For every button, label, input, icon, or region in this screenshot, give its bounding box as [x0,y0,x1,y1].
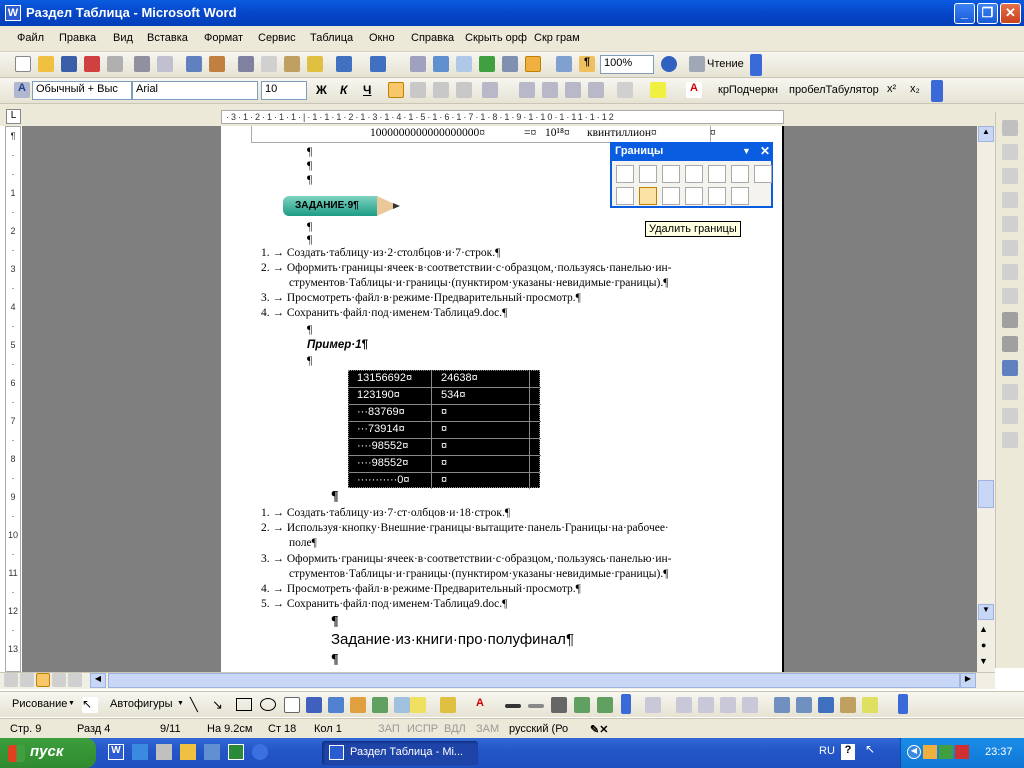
highlight-icon[interactable] [650,82,666,98]
menu-bar [0,26,1024,52]
shading-icon[interactable] [1002,240,1018,256]
toolbar-options-icon[interactable] [898,694,908,714]
line-style-icon[interactable] [505,704,521,708]
picture-icon[interactable] [394,697,410,713]
menu-tools[interactable]: Сервис [258,32,296,44]
justify-icon[interactable] [456,82,472,98]
help-icon[interactable] [661,56,677,72]
tooltip: Удалить границы [645,221,741,237]
table-cell: 10¹⁸¤ [545,127,570,139]
outside-border-icon[interactable] [617,82,633,98]
shadow-icon[interactable] [574,697,590,713]
horizontal-ruler[interactable] [221,110,784,124]
bottom-border-icon[interactable] [685,165,703,183]
language-indicator[interactable]: RU [819,745,835,757]
table-cell: ···73914¤ [357,423,405,435]
table-cell: ¤ [441,423,448,435]
top-border-icon[interactable] [662,165,680,183]
scroll-thumb[interactable] [108,673,960,688]
eraser-icon[interactable] [1002,144,1018,160]
table-cell: =¤ [524,127,537,139]
status-language[interactable]: русский (Ро [509,723,569,735]
table-cell: ¤ [441,457,448,469]
normal-view-icon[interactable] [4,673,18,687]
subscript-button[interactable]: x₂ [910,83,920,95]
list-item: 4. → Сохранить·файл·под·именем·Таблица9.doc.¶ [261,307,508,319]
right-border-icon[interactable] [685,187,703,205]
pilcrow: ¶ [307,355,313,367]
pilcrow: ¶ [307,221,313,233]
menu-format[interactable]: Формат [204,32,244,44]
list-item: 4. → Просмотреть·файл·в·режиме·Предварительный·просмотр.¶ [261,583,581,595]
new-document-icon[interactable] [15,56,31,72]
border-color-icon[interactable] [1002,216,1018,232]
draw-table-icon[interactable] [1002,120,1018,136]
scroll-down-button[interactable]: ▼ [978,604,994,620]
status-at: На 9.2см [207,723,253,735]
toolbar-options-icon[interactable] [931,80,943,102]
top-table-row [251,126,716,143]
table-cell: ···83769¤ [357,406,405,418]
diagonal-up-border-icon[interactable] [731,187,749,205]
shape-style-icon[interactable] [796,697,812,713]
status-section: Разд 4 [77,723,111,735]
pilcrow: ¶ [307,160,313,172]
quicklaunch-desktop-icon[interactable] [204,744,220,760]
line-color-icon[interactable] [440,697,456,713]
title-bar [0,0,1024,26]
columns-icon[interactable] [502,56,518,72]
merge-cells-icon[interactable] [1002,288,1018,304]
chevron-down-icon[interactable]: ▼ [177,700,184,707]
chevron-down-icon[interactable]: ▼ [742,146,751,156]
table-cell: ····98552¤ [357,457,409,469]
page-edge [782,126,784,672]
window-title: Раздел Таблица - Microsoft Word [26,5,237,20]
browse-object-icon[interactable]: ● [981,640,987,650]
horizontal-line-icon[interactable] [754,165,772,183]
hyperlink-icon[interactable] [410,56,426,72]
styles-icon[interactable]: A [14,82,30,98]
wrap-text-icon[interactable] [645,697,661,713]
style-underline-button[interactable]: крПодчеркн [718,84,778,96]
font-color-icon[interactable]: A [476,697,484,709]
scroll-up-button[interactable]: ▲ [978,126,994,142]
3d-icon[interactable] [597,697,613,713]
open-folder-icon[interactable] [38,56,54,72]
permission-icon[interactable] [84,56,100,72]
align-right-icon[interactable] [433,82,449,98]
menu-hide-spelling[interactable]: Скрыть орф [465,32,527,44]
drawing-menu[interactable]: Рисование [12,698,68,710]
list-item: поле¶ [289,537,317,549]
menu-window[interactable]: Окно [369,32,395,44]
word-icon [329,745,344,760]
drawing-icon[interactable] [525,56,541,72]
formatting-toolbar [0,78,1024,104]
line-spacing-icon[interactable] [482,82,498,98]
right-toolbar [995,112,1024,668]
flip-vertical-icon[interactable] [742,697,758,713]
menu-edit[interactable]: Правка [59,32,97,44]
table-cell: квинтиллион¤ [587,127,657,139]
maximize-button[interactable]: ❐ [977,3,998,24]
show-hide-icon[interactable]: ¶ [579,56,595,72]
close-button[interactable]: ✕ [1000,3,1021,24]
reading-view-icon[interactable] [68,673,82,687]
tray-expand-icon[interactable]: ◀ [907,745,921,759]
no-border-icon[interactable] [639,187,657,205]
print-layout-icon[interactable] [36,673,50,687]
list-item: 3. → Просмотреть·файл·в·режиме·Предварительный·просмотр.¶ [261,292,581,304]
superscript-button[interactable]: x² [887,83,897,95]
arrow-icon[interactable]: ↘ [212,697,223,712]
spelling-status-icon[interactable]: ✎✕ [590,724,609,736]
rotate-left-icon[interactable] [676,697,692,713]
list-item: 3. → Оформить·границы·ячеек·в·соответствии·с·образцом,·пользуясь·панелью·ин- [261,553,672,565]
all-borders-icon[interactable] [639,165,657,183]
picture-effects-icon[interactable] [840,697,856,713]
list-item: 2. → Оформить·границы·ячеек·в·соответствии·с·образцом,·пользуясь·панелью·ин- [261,262,672,274]
clock: 23:37 [985,746,1013,758]
split-cells-icon[interactable] [1002,312,1018,328]
email-icon[interactable] [107,56,123,72]
inside-vertical-border-icon[interactable] [708,187,726,205]
underline-button[interactable]: Ч [363,83,372,97]
table-cell: ¤ [710,127,716,139]
toolbar-options-icon[interactable] [750,54,762,76]
borders-panel-header [612,144,771,161]
chevron-down-icon[interactable]: ▼ [68,700,75,707]
pilcrow: ¶ [307,234,313,246]
decrease-indent-icon[interactable] [565,82,581,98]
list-item: 1. → Создать·таблицу·из·7·ст·олбцов·и·18·строк.¶ [261,507,511,519]
list-item: 2. → Используя·кнопку·Внешние·границы·вытащите·панель·Границы·на·рабочее· [261,522,669,534]
increase-indent-icon[interactable] [588,82,604,98]
table-cell: ···········0¤ [357,474,410,486]
quicklaunch-explorer-icon[interactable] [132,744,148,760]
status-pages: 9/11 [160,723,181,735]
quicklaunch-excel-icon[interactable] [228,744,244,760]
font-size-select[interactable]: 10 [261,81,307,100]
copy-icon[interactable] [261,56,277,72]
close-icon[interactable]: ✕ [760,144,771,158]
text-direction-icon[interactable] [1002,432,1018,448]
arrow-icon[interactable]: ↖ [865,742,876,756]
flip-horizontal-icon[interactable] [720,697,736,713]
table-cell: 24638¤ [441,372,478,384]
status-page: Стр. 9 [10,723,42,735]
research-icon[interactable] [209,56,225,72]
table-cell: ¤ [441,440,448,452]
print-preview-icon[interactable] [157,56,173,72]
document-map-icon[interactable] [556,56,572,72]
fill-color-icon[interactable] [410,697,426,713]
quicklaunch-folder-icon[interactable] [180,744,196,760]
vertical-textbox-icon[interactable] [306,697,322,713]
pilcrow: ¶ [307,174,313,186]
style-select[interactable]: Обычный + Выс [32,81,132,100]
table-cell: 123190¤ [357,389,400,401]
line-weight-icon[interactable] [1002,192,1018,208]
distribute-columns-icon[interactable] [1002,384,1018,400]
inside-borders-icon[interactable] [616,187,634,205]
fill-effects-icon[interactable] [774,697,790,713]
line-icon[interactable]: ╲ [190,697,198,712]
list-item: 1. → Создать·таблицу·из·2·столбцов·и·7·строк.¶ [261,247,501,259]
align-left-icon[interactable] [388,82,404,98]
redo-icon[interactable] [370,56,386,72]
pilcrow: ¶ [331,652,339,667]
menu-view[interactable]: Вид [113,32,133,44]
toolbar-options-icon[interactable] [621,694,631,714]
pilcrow: ¶ [331,489,339,504]
example-table[interactable] [348,370,540,488]
format-painter-icon[interactable] [307,56,323,72]
scroll-right-button[interactable]: ▶ [960,673,976,688]
windows-logo-icon [8,745,25,762]
tray-antivirus-icon[interactable] [955,745,969,759]
status-rec[interactable]: ЗАП [378,723,400,735]
outline-view-icon[interactable] [52,673,66,687]
tray-network-icon[interactable] [939,745,953,759]
zoom-select[interactable]: 100% [600,55,654,74]
font-select[interactable]: Arial [132,81,258,100]
quicklaunch-app-icon[interactable] [252,744,268,760]
diagonal-down-border-icon[interactable] [731,165,749,183]
paste-icon[interactable] [284,56,300,72]
pilcrow: ¶ [331,614,339,629]
wordart-icon[interactable] [328,697,344,713]
style-tab-button[interactable]: пробелТабулятор [789,84,879,96]
insert-table-icon[interactable] [1002,264,1018,280]
pilcrow: ¶ [307,146,313,158]
help-tray-icon[interactable]: ? [841,744,855,760]
status-bar [0,718,1024,738]
standard-toolbar [0,52,1024,78]
menu-table[interactable]: Таблица [310,32,354,44]
horizontal-scrollbar[interactable] [0,672,995,689]
system-tray [819,738,1024,768]
select-objects-icon[interactable]: ↖ [82,697,98,713]
word-icon: W [5,5,21,21]
menu-help[interactable]: Справка [411,32,455,44]
pilcrow: ¶ [307,324,313,336]
quicklaunch-computer-icon[interactable] [156,744,172,760]
reading-layout-icon[interactable] [689,56,705,72]
diagram-icon[interactable] [350,697,366,713]
print-icon[interactable] [134,56,150,72]
menu-insert[interactable]: Вставка [147,32,188,44]
numbering-icon[interactable] [519,82,535,98]
vertical-ruler[interactable]: ¶ · · 1 · 2 · 3 · 4 · 5 · 6 · 7 · 8 · 9 · 10 · 11 · 12 · 13 [5,126,21,672]
align-center-icon[interactable] [410,82,426,98]
reading-button[interactable]: Чтение [707,58,744,70]
clipart-icon[interactable] [372,697,388,713]
cut-icon[interactable] [238,56,254,72]
menu-hide-grammar[interactable]: Скр грам [534,32,580,44]
arrow-style-icon[interactable] [551,697,567,713]
borders-panel[interactable] [610,142,773,208]
italic-button[interactable]: К [340,83,348,97]
dash-style-icon[interactable] [528,704,544,708]
table-cell: 534¤ [441,389,466,401]
scroll-thumb[interactable] [978,480,994,508]
insert-table-icon[interactable] [456,56,472,72]
rectangle-icon[interactable] [236,698,252,711]
table-cell: 13156692¤ [357,372,413,384]
status-ext[interactable]: ВДЛ [444,723,466,735]
distribute-rows-icon[interactable] [1002,360,1018,376]
pencil-graphic[interactable] [283,194,401,218]
oval-icon[interactable] [260,698,276,711]
borders-panel-title: Границы [615,145,664,157]
scroll-left-button[interactable]: ◀ [90,673,106,688]
status-col: Кол 1 [314,723,342,735]
list-item: 5. → Сохранить·файл·под·именем·Таблица9.doc.¶ [261,598,508,610]
quicklaunch-word-icon[interactable]: W [108,744,124,760]
vertical-scrollbar[interactable] [977,126,995,672]
start-button[interactable] [0,738,96,768]
tables-borders-icon[interactable] [433,56,449,72]
table-cell: ¤ [441,406,448,418]
drawing-toolbar [0,691,1024,717]
outside-border-icon[interactable] [616,165,634,183]
autoshapes-menu[interactable]: Автофигуры [110,698,173,710]
spelling-icon[interactable] [186,56,202,72]
next-page-icon[interactable]: ▼ [979,656,988,666]
inside-horizontal-border-icon[interactable] [708,165,726,183]
save-icon[interactable] [61,56,77,72]
previous-page-icon[interactable]: ▲ [979,624,988,634]
tab-selector[interactable]: L [6,109,21,124]
status-trk[interactable]: ИСПР [407,723,439,735]
tray-app-icon[interactable] [923,745,937,759]
undo-icon[interactable] [336,56,352,72]
web-layout-icon[interactable] [20,673,34,687]
left-border-icon[interactable] [662,187,680,205]
font-color-icon[interactable]: A [686,82,702,98]
line-style-icon[interactable] [1002,168,1018,184]
align-icon[interactable] [1002,336,1018,352]
status-ovr[interactable]: ЗАМ [476,723,500,735]
insert-excel-icon[interactable] [479,56,495,72]
autoformat-icon[interactable] [1002,408,1018,424]
section-heading: Задание·из·книги·про·полуфинал¶ [331,631,574,648]
taskbar-task-label: Раздел Таблица - Mi... [350,746,464,758]
menu-file[interactable]: Файл [17,32,45,44]
minimize-button[interactable]: _ [954,3,975,24]
textbox-icon[interactable] [284,697,300,713]
shape-effects-icon[interactable] [818,697,834,713]
taskbar-task-button[interactable] [322,741,478,765]
bullets-icon[interactable] [542,82,558,98]
rotate-right-icon[interactable] [698,697,714,713]
status-line: Ст 18 [268,723,297,735]
list-item: струментов·Таблицы·и·границы·(пунктиром·указаны·невидимые·границы).¶ [289,277,669,289]
ruler-ticks: ·3·1·2·1·1·1·|·1·1·1·2·1·3·1·4·1·5·1·6·1·7·1·8·1·9·1·10·1·11·1·12 [226,112,616,122]
highlight-color-icon[interactable] [862,697,878,713]
pencil-label: ЗАДАНИЕ·9¶ [295,200,359,211]
table-cell: ····98552¤ [357,440,409,452]
table-cell: 1000000000000000000¤ [370,127,485,139]
start-label: пуск [30,743,64,760]
table-cell: ¤ [441,474,448,486]
bold-button[interactable]: Ж [316,83,327,97]
list-item: струментов·Таблицы·и·границы·(пунктиром·указаны·невидимые·границы).¶ [289,568,669,580]
example-label: Пример·1¶ [307,339,368,351]
